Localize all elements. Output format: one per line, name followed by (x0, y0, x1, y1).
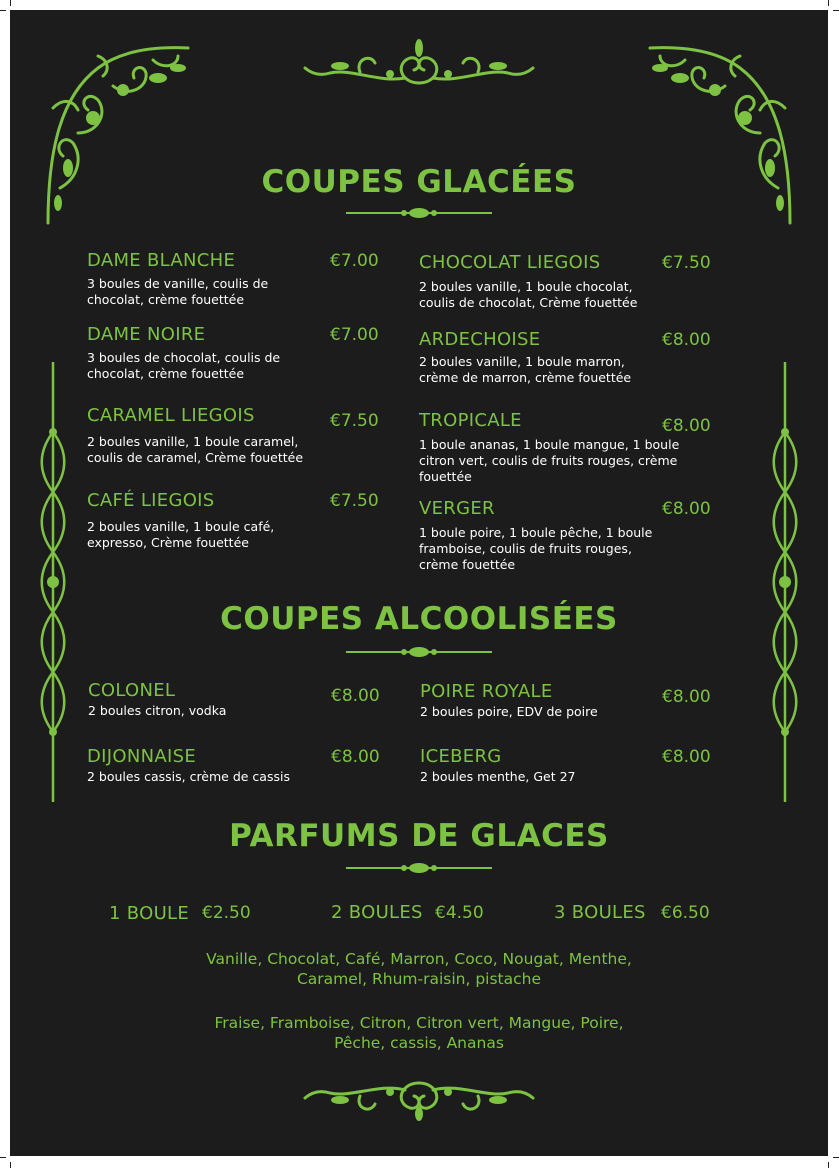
item-desc: 2 boules cassis, crème de cassis (87, 769, 290, 784)
item-name: ICEBERG (420, 746, 502, 767)
item-desc: 1 boule ananas, 1 boule mangue, 1 boule citron vert, coulis de fruits rouges, crème fouettée (419, 437, 680, 484)
item-desc: 3 boules de chocolat, coulis de chocolat, crème fouettée (87, 350, 281, 381)
item-price: €8.00 (331, 747, 380, 767)
flavour-line: Vanille, Chocolat, Café, Marron, Coco, Nougat, Menthe, (206, 950, 632, 968)
item-name: DIJONNAISE (87, 746, 196, 767)
item-price: €7.50 (662, 253, 711, 273)
item-desc: 2 boules poire, EDV de poire (420, 704, 598, 719)
item-desc: 1 boule poire, 1 boule pêche, 1 boule framboise, coulis de fruits rouges, crème fouettée (419, 525, 653, 572)
flavour-line: Caramel, Rhum-raisin, pistache (296, 970, 541, 988)
size-price: €6.50 (661, 903, 710, 923)
item-price: €8.00 (331, 686, 380, 706)
crop-mark (828, 1162, 829, 1168)
item-name: CARAMEL LIEGOIS (87, 405, 255, 426)
divider-icon (346, 645, 492, 659)
flavour-line: Fraise, Framboise, Citron, Citron vert, Mangue, Poire, (214, 1014, 624, 1032)
item-name: CHOCOLAT LIEGOIS (419, 252, 601, 273)
divider-icon (346, 206, 492, 220)
crop-mark (0, 1157, 6, 1158)
crop-mark (0, 10, 6, 11)
item-desc: 2 boules vanille, 1 boule café, expresso, Crème fouettée (87, 519, 275, 550)
item-name: DAME NOIRE (87, 324, 206, 345)
item-price: €7.00 (330, 251, 379, 271)
section-title-coupes-alcoolisees: COUPES ALCOOLISÉES (220, 601, 618, 637)
size-label: 3 BOULES (554, 902, 646, 923)
item-price: €8.00 (662, 330, 711, 350)
item-price: €8.00 (662, 687, 711, 707)
item-name: COLONEL (88, 680, 176, 701)
section-title-coupes-glacees: COUPES GLACÉES (261, 164, 577, 200)
divider-icon (346, 861, 492, 875)
crop-mark (833, 1157, 839, 1158)
item-price: €7.50 (330, 411, 379, 431)
item-name: ARDECHOISE (419, 329, 541, 350)
item-name: DAME BLANCHE (87, 250, 236, 271)
size-price: €2.50 (202, 903, 251, 923)
size-price: €4.50 (435, 903, 484, 923)
item-desc: 2 boules vanille, 1 boule chocolat, coulis de chocolat, Crème fouettée (419, 279, 638, 310)
item-name: POIRE ROYALE (420, 681, 553, 702)
item-desc: 2 boules citron, vodka (88, 703, 227, 718)
item-desc: 2 boules menthe, Get 27 (420, 769, 576, 784)
scroll-flourish-icon (300, 38, 538, 88)
item-price: €7.00 (330, 325, 379, 345)
item-desc: 2 boules vanille, 1 boule caramel, coulis de caramel, Crème fouettée (87, 434, 304, 465)
vertical-vine-icon (38, 362, 68, 802)
size-label: 2 BOULES (331, 902, 423, 923)
menu-page (10, 10, 828, 1156)
item-desc: 3 boules de vanille, coulis de chocolat, crème fouettée (87, 276, 269, 307)
item-name: TROPICALE (419, 410, 522, 431)
scroll-flourish-icon (300, 1078, 538, 1122)
item-desc: 2 boules vanille, 1 boule marron, crème de marron, crème fouettée (419, 354, 632, 385)
item-price: €8.00 (662, 747, 711, 767)
item-price: €8.00 (662, 416, 711, 436)
flavour-line: Pêche, cassis, Ananas (334, 1034, 504, 1052)
vertical-vine-icon (770, 362, 800, 802)
crop-mark (828, 0, 829, 6)
crop-mark (10, 1162, 11, 1168)
crop-mark (10, 0, 11, 6)
item-name: CAFÉ LIEGOIS (87, 490, 215, 511)
crop-mark (833, 10, 839, 11)
item-price: €7.50 (330, 491, 379, 511)
size-label: 1 BOULE (109, 903, 190, 924)
item-price: €8.00 (662, 499, 711, 519)
item-name: VERGER (419, 498, 495, 519)
section-title-parfums: PARFUMS DE GLACES (229, 818, 609, 854)
